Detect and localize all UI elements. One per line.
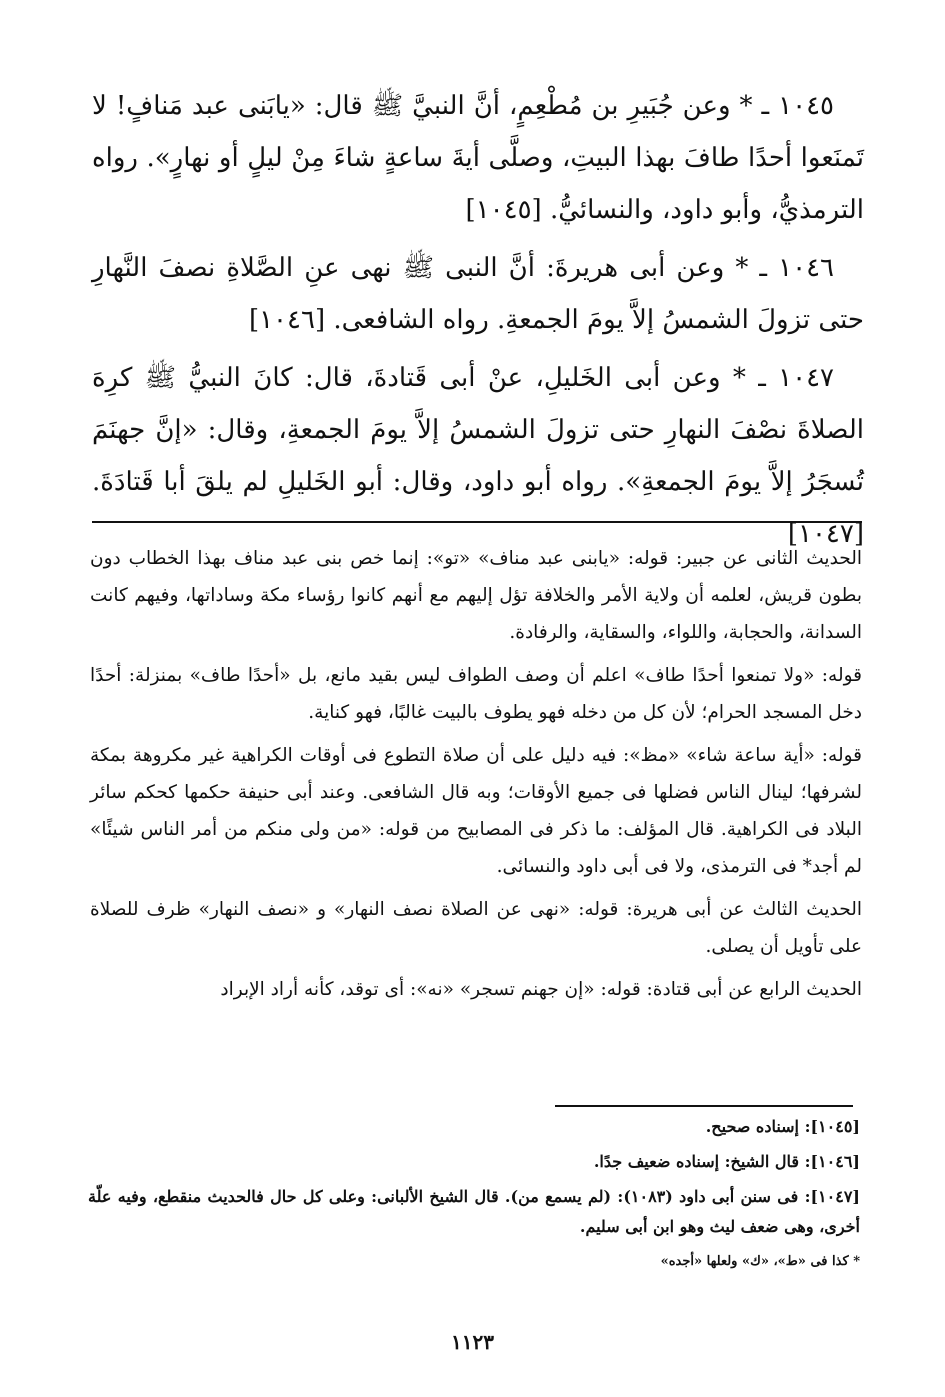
star-note: * كذا فى «ط»، «ك» ولعلها «أجده» — [660, 1254, 860, 1269]
commentary-paragraph: قوله: «أية ساعة شاء» «مظ»: فيه دليل على أن صلاة التطوع فى أوقات الكراهية غير مكروهة بمكة لشرفها؛ لينال الناس فضلها فى جميع الأوقات؛ وبه قال الشافعى. وعند أبى حنيفة حكمها كحكم سائر البلاد فى الكراهية. قال المؤلف: ما ذكر فى المصابيح من قوله: «من ولى منكم من أمر الناس شيئًا» لم أجد* فى الترمذى، ولا فى أبى داود والنسائى. — [90, 745, 862, 877]
hadith-1045: ١٠٤٥ ـ * وعن جُبَيرِ بن مُطْعِمٍ، أنَّ النبيَّ ﷺ قال: «يابَنى عبد مَنافٍ! لا تَمنَعوا أحدًا طافَ بهذا البيتِ، وصلَّى أيةَ ساعةٍ شاءَ مِنْ ليلٍ أو نهارٍ». رواه الترمذيُّ، وأبو داود، والنسائيُّ. [١٠٤٥] — [92, 91, 864, 225]
hadith-1047: ١٠٤٧ ـ * وعن أبى الخَليلِ، عنْ أبى قَتادةَ، قال: كانَ النبيُّ ﷺ كرِهَ الصلاةَ نصْفَ النهارِ حتى تزولَ الشمسُ إلاَّ يومَ الجمعةِ، وقال: «إنَّ جهنَمَ تُسجَرُ إلاَّ يومَ الجمعةِ». رواه أبو داود، وقال: أبو الخَليلِ لم يلقَ أبا قَتادَةَ. [١٠٤٧] — [92, 363, 864, 549]
page-number: ١١٢٣ — [451, 1330, 494, 1354]
hadith-1046: ١٠٤٦ ـ * وعن أبى هريرةَ: أنَّ النبى ﷺ نهى عنِ الصَّلاةِ نصفَ النَّهارِ حتى تزولَ الشمسُ إلاَّ يومَ الجمعةِ. رواه الشافعى. [١٠٤٦] — [92, 253, 864, 335]
commentary-paragraph: قوله: «ولا تمنعوا أحدًا طاف» اعلم أن وصف الطواف ليس بقيد مانع، بل «أحدًا طاف» بمنزلة: أحدًا دخل المسجد الحرام؛ لأن كل من دخله فهو يطوف بالبيت غالبًا، فهو كناية. — [90, 665, 862, 723]
hadith-text — [92, 80, 864, 566]
footnote-1046: [١٠٤٦]: قال الشيخ: إسناده ضعيف جدًا. — [593, 1152, 860, 1171]
commentary — [90, 540, 862, 1014]
footnote-divider — [555, 1105, 853, 1107]
footnote-1045: [١٠٤٥]: إسناده صحيح. — [705, 1117, 860, 1136]
main-divider — [92, 521, 862, 523]
footnote-1047: [١٠٤٧]: فى سنن أبى داود (١٠٨٣): (لم يسمع من). قال الشيخ الألبانى: وعلى كل حال فالحديث منقطع، وفيه علّة أخرى، وهى ضعف ليث وهو ابن أبى سليم. — [88, 1187, 860, 1236]
commentary-paragraph: الحديث الرابع عن أبى قتادة: قوله: «إن جهنم تسجر» «نه»: أى توقد، كأنه أراد الإبراد — [220, 979, 862, 1000]
commentary-paragraph: الحديث الثانى عن جبير: قوله: «يابنى عبد مناف» «تو»: إنما خص بنى عبد مناف بهذا الخطاب دون بطون قريش، لعلمه أن ولاية الأمر والخلافة تؤل إليهم مع أنهم كانوا رؤساء مكة وساداتها، وفيهم كانت السدانة، والحجابة، واللواء، والسقاية، والرفادة. — [90, 548, 862, 643]
footnotes — [88, 1112, 860, 1282]
commentary-paragraph: الحديث الثالث عن أبى هريرة: قوله: «نهى عن الصلاة نصف النهار» و «نصف النهار» ظرف للصلاة على تأويل أن يصلى. — [90, 899, 862, 957]
